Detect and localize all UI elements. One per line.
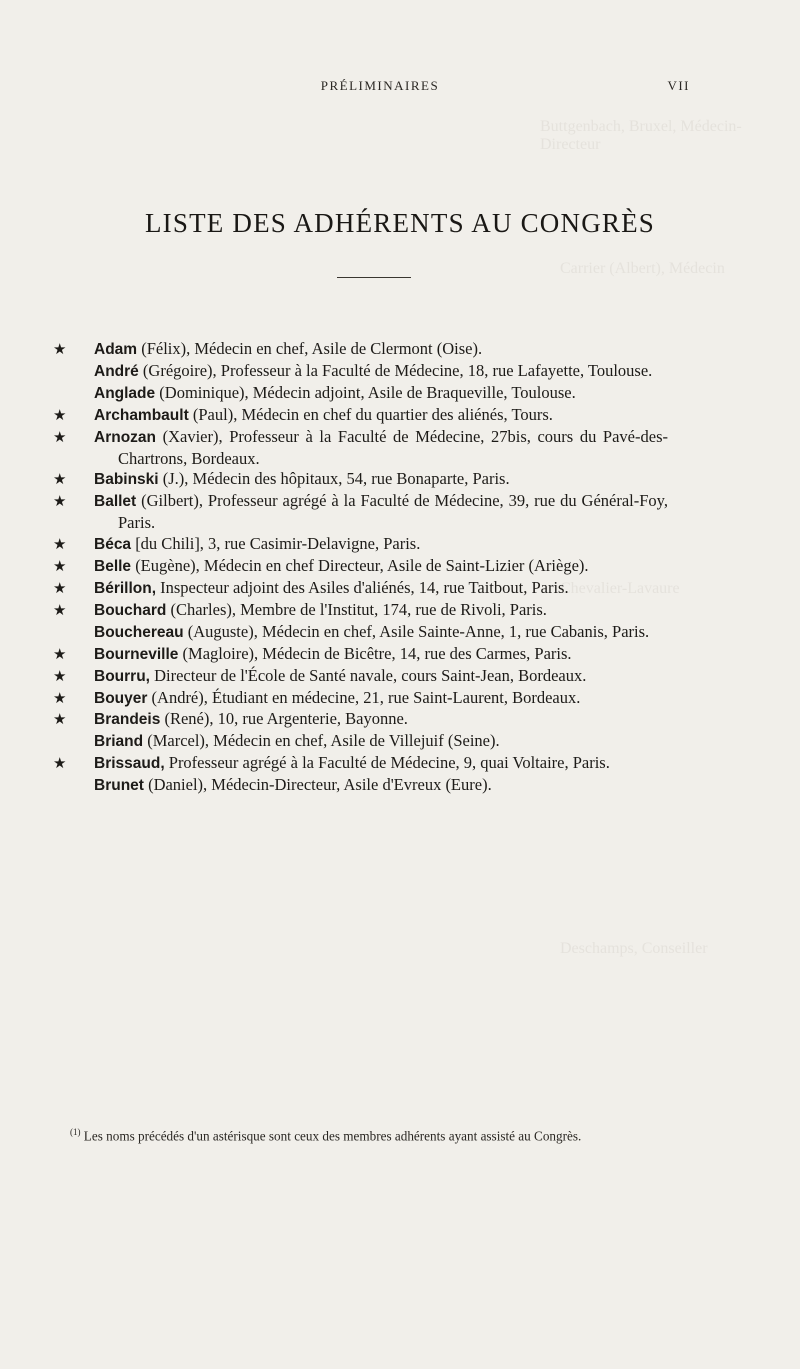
member-details: (Eugène), Médecin en chef Directeur, Asile de Saint-Lizier (Ariège).	[131, 556, 589, 576]
member-entry	[94, 383, 668, 405]
member-name: Brissaud,	[94, 755, 165, 773]
member-name: Bouchard	[94, 601, 167, 619]
member-details: (Félix), Médecin en chef, Asile de Clermont (Oise).	[137, 339, 483, 358]
member-entry: ★ Archambault (Paul), Médecin en chef du quartier des aliénés, Tours.	[53, 404, 553, 424]
member-entry	[94, 361, 668, 383]
member-entry: ★ Bouchard (Charles), Membre de l'Institut, 174, rue de Rivoli, Paris.	[53, 599, 547, 619]
footnote-marker: (1)	[70, 1127, 81, 1137]
member-entry: ★ Belle (Eugène), Médecin en chef Directeur, Asile de Saint-Lizier (Ariège).	[53, 556, 589, 576]
member-details: Directeur de l'École de Santé navale, cours Saint-Jean, Bordeaux.	[149, 665, 587, 685]
page-number: VII	[667, 78, 690, 93]
member-details: (Marcel), Médecin en chef, Asile de Villejuif (Seine).	[143, 731, 500, 751]
member-name: Ballet	[94, 493, 137, 511]
bleed-through-text: Buttgenbach, Bruxel, Médecin-Directeur	[540, 118, 742, 153]
member-details: (Dominique), Médecin adjoint, Asile de Braqueville, Toulouse.	[155, 382, 576, 402]
member-entry: ★ Brandeis (René), 10, rue Argenterie, Bayonne.	[53, 709, 408, 729]
member-entry	[94, 622, 668, 644]
member-name: Arnozan	[94, 428, 156, 446]
member-name: Brunet	[94, 777, 144, 795]
member-details: (Xavier), Professeur à la Faculté de Médecine, 27bis, cours du Pavé-des-Chartrons, Bordeaux.	[118, 426, 668, 468]
bleed-through-text: Deschamps, Conseiller	[560, 940, 708, 957]
member-name: Béca	[94, 536, 132, 554]
member-details: Professeur agrégé à la Faculté de Médecine, 9, quai Voltaire, Paris.	[164, 753, 610, 773]
member-entry: ★ Arnozan (Xavier), Professeur à la Faculté de Médecine, 27bis, cours du Pavé-des-Chartrons, Bordeaux.	[53, 426, 668, 468]
member-name: Bouchereau	[94, 623, 184, 641]
member-details: (André), Étudiant en médecine, 21, rue Saint-Laurent, Bordeaux.	[147, 687, 581, 707]
member-details: Inspecteur adjoint des Asiles d'aliénés, 14, rue Taitbout, Paris.	[156, 577, 569, 597]
member-name: Belle	[94, 558, 132, 576]
footnote-text: Les noms précédés d'un astérisque sont ceux des membres adhérents ayant assisté au Congrès.	[80, 1128, 582, 1144]
member-entry: ★ Brissaud, Professeur agrégé à la Faculté de Médecine, 9, quai Voltaire, Paris.	[53, 753, 610, 773]
member-name: Bourneville	[94, 645, 179, 663]
member-name: Archambault	[94, 406, 189, 424]
footnote	[70, 1124, 670, 1144]
page-title: LISTE DES ADHÉRENTS AU CONGRÈS	[144, 208, 656, 238]
member-name: Briand	[94, 733, 144, 751]
member-details: (Charles), Membre de l'Institut, 174, rue de Rivoli, Paris.	[166, 599, 547, 619]
running-title: PRÉLIMINAIRES	[320, 78, 440, 93]
member-name: Babinski	[94, 471, 159, 489]
member-details: [du Chili], 3, rue Casimir-Delavigne, Paris.	[131, 534, 421, 554]
member-list	[53, 339, 668, 797]
member-entry: ★ Béca [du Chili], 3, rue Casimir-Delavigne, Paris.	[53, 534, 421, 554]
member-details: (Auguste), Médecin en chef, Asile Sainte-Anne, 1, rue Cabanis, Paris.	[183, 621, 650, 641]
member-entry: ★ Adam (Félix), Médecin en chef, Asile de Clermont (Oise).	[53, 339, 483, 358]
member-name: Bouyer	[94, 689, 148, 707]
member-entry: ★ Bouyer (André), Étudiant en médecine, 21, rue Saint-Laurent, Bordeaux.	[53, 687, 581, 707]
member-entry	[94, 731, 668, 753]
bleed-through-text: Chevalier-Lavaure	[560, 580, 680, 597]
member-details: (J.), Médecin des hôpitaux, 54, rue Bonaparte, Paris.	[158, 469, 510, 489]
member-details: (Daniel), Médecin-Directeur, Asile d'Evreux (Eure).	[143, 775, 492, 795]
member-entry	[94, 775, 668, 797]
member-details: (Paul), Médecin en chef du quartier des aliénés, Tours.	[188, 404, 553, 424]
member-details: (Grégoire), Professeur à la Faculté de Médecine, 18, rue Lafayette, Toulouse.	[138, 360, 653, 380]
member-entry: ★ Ballet (Gilbert), Professeur agrégé à la Faculté de Médecine, 39, rue du Général-Foy, Paris.	[53, 491, 668, 533]
member-entry: ★ Bérillon, Inspecteur adjoint des Asiles d'aliénés, 14, rue Taitbout, Paris.	[53, 577, 569, 597]
member-name: Bourru,	[94, 667, 150, 685]
member-details: (Magloire), Médecin de Bicêtre, 14, rue des Carmes, Paris.	[178, 643, 572, 663]
member-name: Bérillon,	[94, 579, 157, 597]
member-entry: ★ Bourneville (Magloire), Médecin de Bicêtre, 14, rue des Carmes, Paris.	[53, 643, 572, 663]
member-name: Brandeis	[94, 711, 161, 729]
member-name: André	[94, 362, 139, 380]
member-name: Anglade	[94, 384, 156, 402]
title-rule	[337, 277, 411, 278]
bleed-through-text: Carrier (Albert), Médecin	[560, 260, 725, 277]
member-details: (René), 10, rue Argenterie, Bayonne.	[160, 709, 408, 729]
member-details: (Gilbert), Professeur agrégé à la Faculté de Médecine, 39, rue du Général-Foy, Paris.	[118, 491, 668, 533]
member-entry: ★ Babinski (J.), Médecin des hôpitaux, 54, rue Bonaparte, Paris.	[53, 469, 510, 489]
member-name: Adam	[94, 341, 138, 358]
member-entry: ★ Bourru, Directeur de l'École de Santé navale, cours Saint-Jean, Bordeaux.	[53, 665, 587, 685]
